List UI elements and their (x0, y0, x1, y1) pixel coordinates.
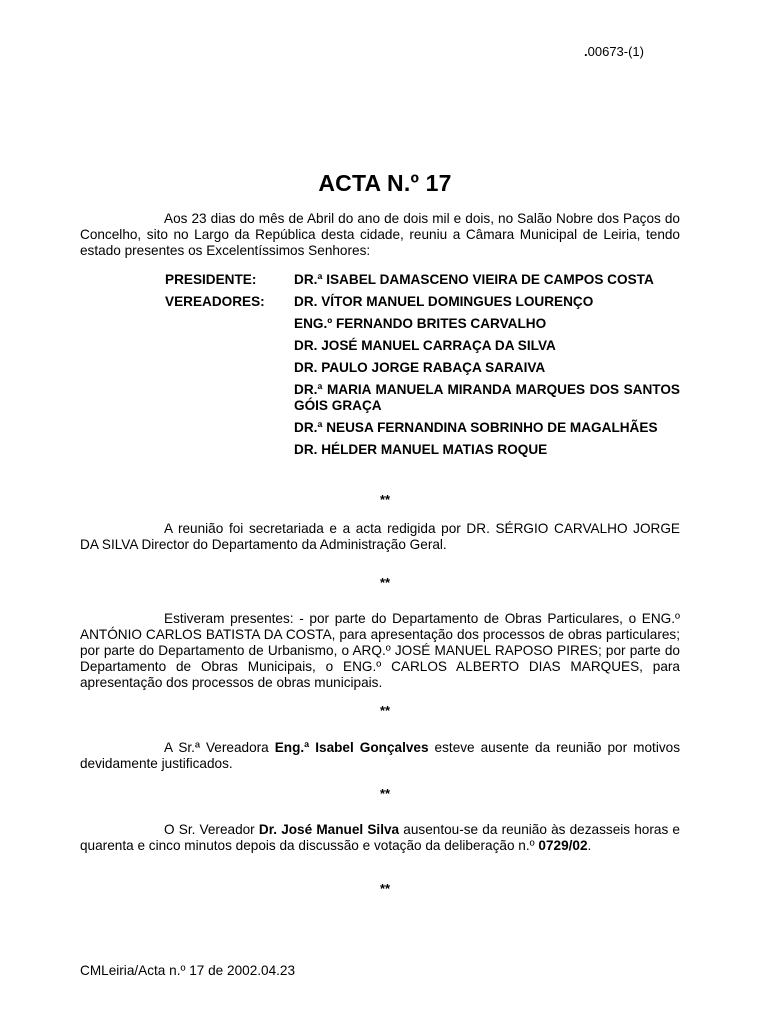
page-reference (584, 44, 644, 59)
president-name: DR.ª ISABEL DAMASCENO VIEIRA DE CAMPOS COSTA (294, 272, 654, 287)
page-reference-dot: . (584, 44, 588, 59)
present-paragraph (80, 611, 680, 691)
councillor-name: DR. JOSÉ MANUEL CARRAÇA DA SILVA (294, 338, 556, 353)
councillors-label: VEREADORES: (165, 294, 265, 309)
page-reference-number: 00673-(1) (587, 44, 644, 59)
section-separator: ** (379, 786, 391, 801)
councillor-name: DR.ª NEUSA FERNANDINA SOBRINHO DE MAGALHÃES (294, 420, 658, 435)
document-footer: CMLeiria/Acta n.º 17 de 2002.04.23 (80, 963, 296, 978)
president-row (165, 272, 680, 294)
section-separator: ** (379, 492, 391, 507)
intro-paragraph (80, 211, 680, 259)
departure-text-mid: ausentou-se da reunião às dezasseis horas e quarenta e cinco minutos depois da discussão e votação da deliberação n.º (80, 822, 680, 853)
secretary-text: A reunião foi secretariada e a acta redigida por DR. SÉRGIO CARVALHO JORGE DA SILVA Director do Departamento da Administração Geral. (80, 521, 680, 552)
deliberation-reference: 0729/02 (538, 838, 588, 853)
departure-text-post: . (587, 838, 592, 853)
president-label: PRESIDENTE: (165, 272, 257, 287)
section-separator: ** (379, 575, 391, 590)
absence-text-pre: A Sr.ª Vereadora (164, 740, 275, 755)
intro-text: Aos 23 dias do mês de Abril do ano de dois mil e dois, no Salão Nobre dos Paços do Concelho, sito no Largo da República desta cidade, reuniu a Câmara Municipal de Leiria, tendo estado presentes os Excelentíssimos Senhores: (80, 211, 680, 258)
councillor-name: ENG.º FERNANDO BRITES CARVALHO (294, 316, 547, 331)
absence-paragraph (80, 740, 680, 772)
attendance-list (165, 272, 680, 464)
councillor-name: DR. VÍTOR MANUEL DOMINGUES LOURENÇO (294, 294, 594, 309)
councillor-name: DR.ª MARIA MANUELA MIRANDA MARQUES DOS SANTOS GÓIS GRAÇA (294, 382, 680, 413)
document-title: ACTA N.º 17 (318, 170, 452, 196)
councillor-name: DR. HÉLDER MANUEL MATIAS ROQUE (294, 442, 548, 457)
councillors-row (165, 294, 680, 464)
section-separator: ** (379, 881, 391, 896)
present-text: Estiveram presentes: - por parte do Departamento de Obras Particulares, o ENG.º ANTÓNIO CARLOS BATISTA DA COSTA, para apresentação dos processos de obras particulares; por parte do Departamento de Urbanismo, o ARQ.º JOSÉ MANUEL RAPOSO PIRES; por parte do Departamento de Obras Municipais, o ENG.º CARLOS ALBERTO DIAS MARQUES, para apresentação dos processos de obras municipais. (80, 611, 680, 690)
departure-text-pre: O Sr. Vereador (164, 822, 259, 837)
secretary-paragraph (80, 521, 680, 553)
departure-paragraph (80, 822, 680, 854)
absent-councillor-name: Eng.ª Isabel Gonçalves (274, 740, 429, 755)
absence-text-post: esteve ausente da reunião por motivos devidamente justificados. (80, 740, 680, 771)
councillor-name: DR. PAULO JORGE RABAÇA SARAIVA (294, 360, 546, 375)
section-separator: ** (379, 703, 391, 718)
councillor-names (294, 294, 680, 464)
departed-councillor-name: Dr. José Manuel Silva (258, 822, 400, 837)
